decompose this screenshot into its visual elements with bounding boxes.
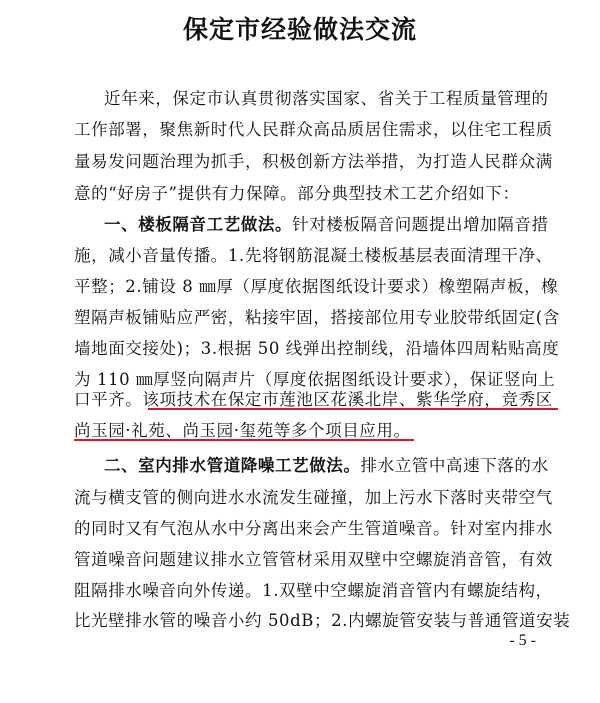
paragraph-line: 流与横支管的侧向进水水流发生碰撞，加上污水下落时夹带空气 bbox=[74, 488, 553, 507]
paragraph-line: 口平齐。该项技术在保定市莲池区花溪北岸、紫华学府，竞秀区 bbox=[74, 390, 553, 409]
paragraph-line: 意的“好房子”提供有力保障。部分典型技术工艺介绍如下： bbox=[74, 184, 520, 203]
paragraph-line: 工作部署，聚焦新时代人民群众高品质居住需求，以住宅工程质 bbox=[74, 120, 553, 139]
paragraph-line: 管道噪音问题建议排水立管管材采用双壁中空螺旋消音管，有效 bbox=[74, 550, 553, 569]
paragraph-line: 比光壁排水管的噪音小约 50dB；2.内螺旋管安装与普通管道安装 bbox=[74, 611, 571, 630]
paragraph-line: 的同时又有气泡从水中分离出来会产生管道噪音。针对室内排水 bbox=[74, 519, 553, 538]
paragraph-line: 墙地面交接处)；3.根据 50 线弹出控制线，沿墙体四周粘贴高度 bbox=[74, 339, 560, 358]
page-title: 保定市经验做法交流 bbox=[182, 15, 417, 44]
section-heading-line: 一、楼板隔音工艺做法。针对楼板隔音问题提出增加隔音措 bbox=[104, 215, 549, 234]
paragraph-line: 量易发问题治理为抓手，积极创新方法举措，为打造人民群众满 bbox=[74, 152, 553, 171]
section-heading: 一、楼板隔音工艺做法。 bbox=[104, 215, 293, 234]
paragraph-line: 尚玉园·礼苑、尚玉园·玺苑等多个项目应用。 bbox=[74, 421, 411, 440]
page-number: - 5 - bbox=[509, 632, 536, 649]
paragraph-line: 平整；2.铺设 8 ㎜厚（厚度依据图纸设计要求）橡塑隔声板，橡 bbox=[74, 277, 559, 296]
red-underline bbox=[74, 439, 414, 441]
paragraph-line: 为 110 ㎜厚竖向隔声片（厚度依据图纸设计要求），保证竖向上 bbox=[74, 370, 556, 389]
paragraph-line: 施，减小音量传播。1.先将钢筋混凝土楼板基层表面清理干净、 bbox=[74, 246, 553, 265]
section-heading-line: 二、室内排水管道降噪工艺做法。排水立管中高速下落的水 bbox=[104, 456, 549, 475]
section-heading: 二、室内排水管道降噪工艺做法。 bbox=[104, 456, 361, 475]
paragraph-line: 阻隔排水噪音向外传递。1.双壁中空螺旋消音管内有螺旋结构， bbox=[74, 581, 553, 600]
paragraph-line: 塑隔声板铺贴应严密，粘接牢固，搭接部位用专业胶带纸固定(含 bbox=[74, 308, 560, 327]
red-underline bbox=[148, 408, 558, 410]
paragraph-line: 近年来，保定市认真贯彻落实国家、省关于工程质量管理的 bbox=[104, 89, 549, 108]
